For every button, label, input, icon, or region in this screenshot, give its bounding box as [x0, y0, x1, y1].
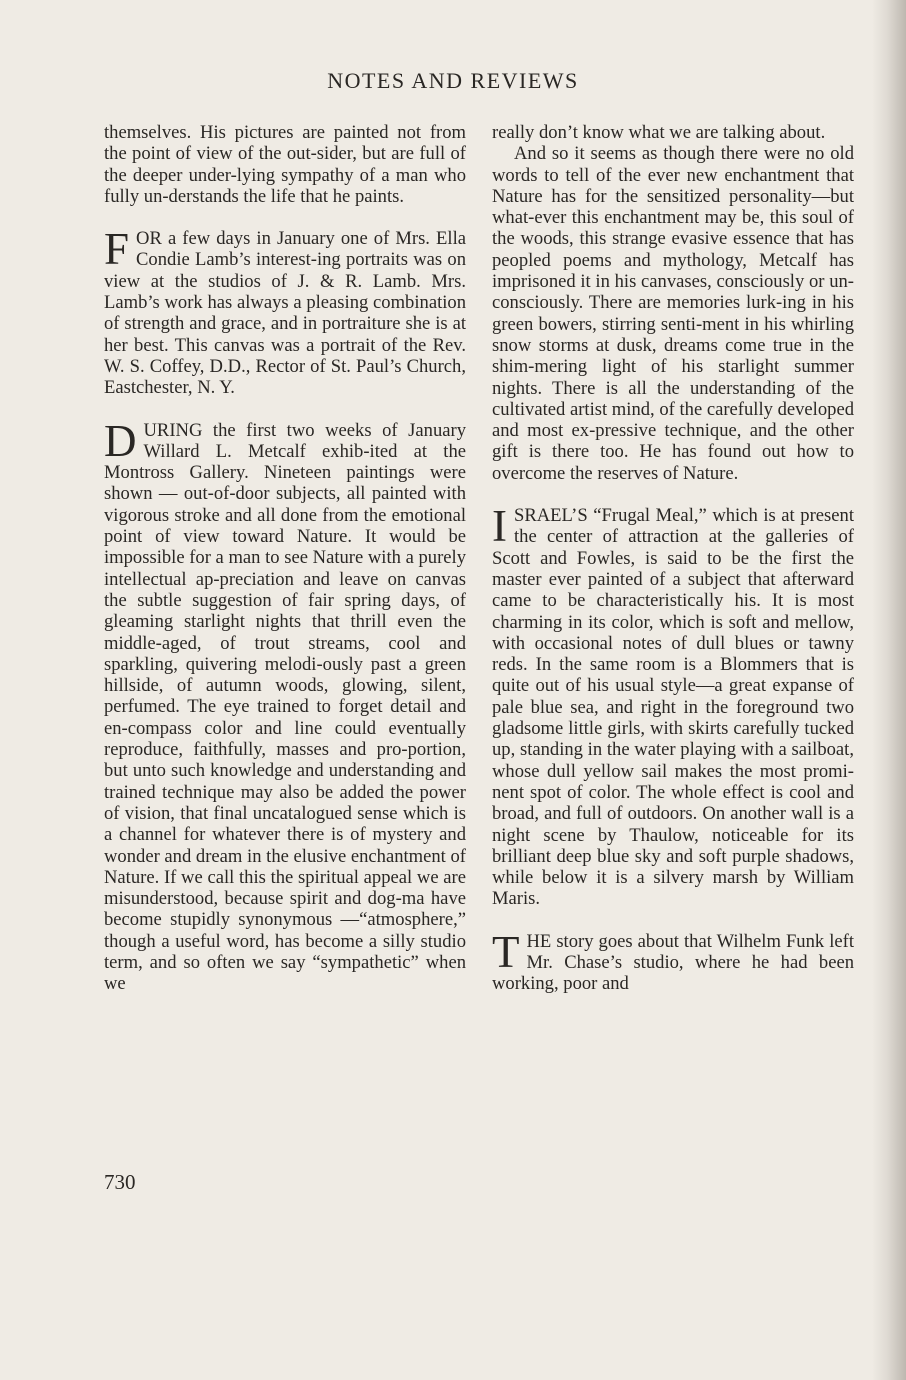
funk-text: HE story goes about that Wilhelm Funk left Mr. Chase’s studio, where he had been working, poor and: [492, 930, 854, 995]
israels-paragraph: [492, 501, 854, 910]
dropcap-d: D: [104, 415, 137, 466]
dropcap-t: T: [492, 926, 520, 977]
metcalf-paragraph: [104, 415, 466, 995]
page-number: 730: [104, 1170, 136, 1194]
right-column: [492, 122, 854, 995]
metcalf-text: URING the first two weeks of January Willard L. Metcalf exhib-ited at the Montross Gallery. Nineteen paintings were shown — out-of-door subjects, all painted with vigorous stroke and all done from the emotional point of view toward Nature. It would be impossible for a man to see Nature with a purely intellectual ap-preciation and leave on canvas the subtle suggestion of fair spring days, of gleaming starlight nights that thrill even the middle-aged, of trout streams, cool and sparkling, quivering melodi-ously past a green hillside, of autumn woods, glowing, silent, perfumed. The eye trained to forget detail and en-compass color and line could eventually reproduce, faithfully, masses and pro-portion, but unto such knowledge and understanding and trained technique may also be added the power of vision, that final uncatalogued sense which is a channel for whatever there is of mystery and wonder and dream in the elusive enchantment of Nature. If we call this the spiritual appeal we are misunderstood, because spirit and dog-ma have become stupidly synonymous —“atmosphere,” though a useful word, has become a silly studio term, and so often we say “sympathetic” when we: [104, 419, 466, 995]
page-edge-shadow: [872, 0, 906, 1380]
continuation-paragraph: themselves. His pictures are painted not from the point of view of the out-sider, but are full of the deeper under-lying sympathy of a man who fully un-derstands the life that he paints.: [104, 122, 466, 207]
funk-paragraph: [492, 926, 854, 995]
metcalf-continued-paragraph: And so it seems as though there were no old words to tell of the ever new enchantment that Nature has for the sensitized personality—but what-ever this enchantment may be, this soul of the woods, this strange evasive essence that has peopled poems and mythology, Metcalf has imprisoned it in his canvases, consciously or un-consciously. There are memories lurk-ing in his green bowers, stirring senti-ment in his whirling snow storms at dusk, dreams come true in the shim-mering light of his starlight summer nights. There is all the understanding of the cultivated artist mind, of the carefully developed and most ex-pressive technique, and the other gift is there too. He has found out how to overcome the reserves of Nature.: [492, 143, 854, 484]
lamb-text: OR a few days in January one of Mrs. Ella Condie Lamb’s interest-ing portraits was on view at the studios of J. & R. Lamb. Mrs. Lamb’s work has always a pleasing combination of strength and grace, and in portraiture she is at her best. This canvas was a portrait of the Rev. W. S. Coffey, D.D., Rector of St. Paul’s Church, Eastchester, N. Y.: [104, 228, 466, 399]
lamb-paragraph: [104, 224, 466, 399]
dropcap-f: F: [104, 224, 130, 275]
dropcap-i: I: [492, 501, 507, 552]
running-header: NOTES AND REVIEWS: [327, 68, 579, 93]
continuation-paragraph-right: really don’t know what we are talking about.: [492, 122, 826, 143]
left-column: [104, 122, 466, 995]
israels-text: SRAEL’S “Frugal Meal,” which is at present the center of attraction at the galleries of Scott and Fowles, is said to be the first the master ever painted of a subject that afterward came to be characteristically his. It is most charming in its color, which is soft and mellow, with occasional notes of dull blues or tawny reds. In the same room is a Blommers that is quite out of his usual style—a great expanse of pale blue sea, and right in the foreground two gladsome little girls, with skirts carefully tucked up, standing in the water playing with a sailboat, whose dull yellow sail makes the most promi-nent spot of color. The whole effect is cool and broad, and full of outdoors. On another wall is a night scene by Thaulow, noticeable for its brilliant deep blue sky and soft purple shadows, while below it is a silvery marsh by William Maris.: [492, 505, 854, 910]
